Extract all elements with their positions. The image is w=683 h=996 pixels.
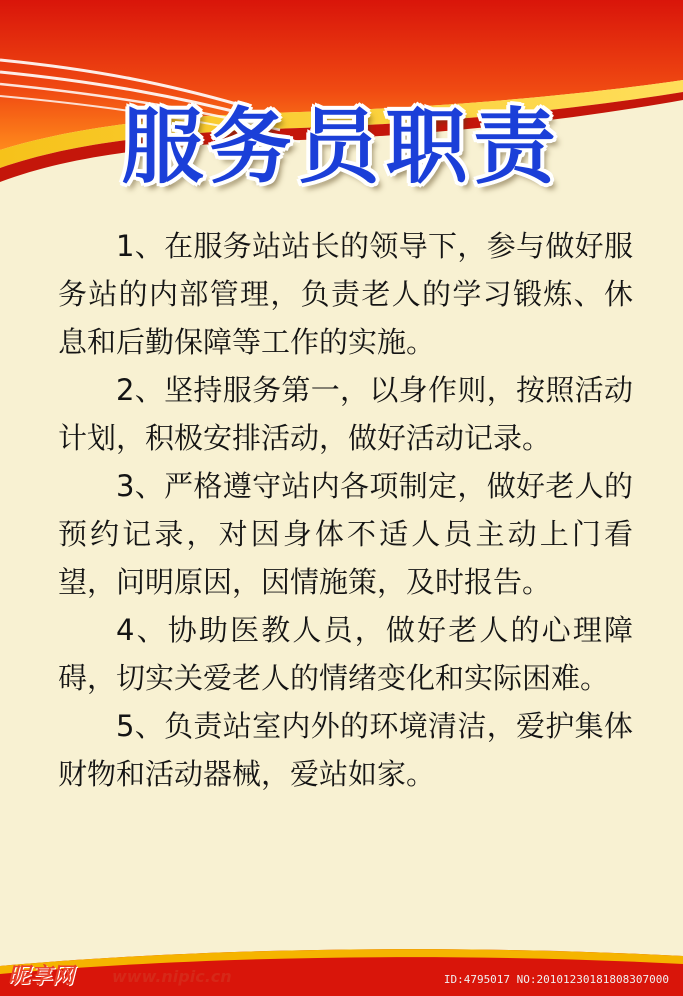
watermark-id: ID:4795017 NO:20101230181808307000 [443,973,669,986]
duty-paragraph: 1、在服务站站长的领导下，参与做好服务站的内部管理，负责老人的学习锻炼、休息和后勤保障等工作的实施。 [58,229,633,359]
duty-paragraph: 2、坚持服务第一，以身作则，按照活动计划，积极安排活动，做好活动记录。 [58,373,633,455]
duty-paragraph: 4、协助医教人员，做好老人的心理障碍，切实关爱老人的情绪变化和实际困难。 [58,613,633,695]
duty-paragraph: 5、负责站室内外的环境清洁，爱护集体财物和活动器械，爱站如家。 [58,709,633,791]
duties-list [58,222,633,798]
watermark-url: www.nipic.cn [112,967,232,986]
watermark-logo: 昵享网 [8,964,75,989]
duty-paragraph: 3、严格遵守站内各项制定，做好老人的预约记录，对因身体不适人员主动上门看望，问明原因，因情施策，及时报告。 [58,469,633,599]
page-title: 服务员职责 [121,100,562,195]
